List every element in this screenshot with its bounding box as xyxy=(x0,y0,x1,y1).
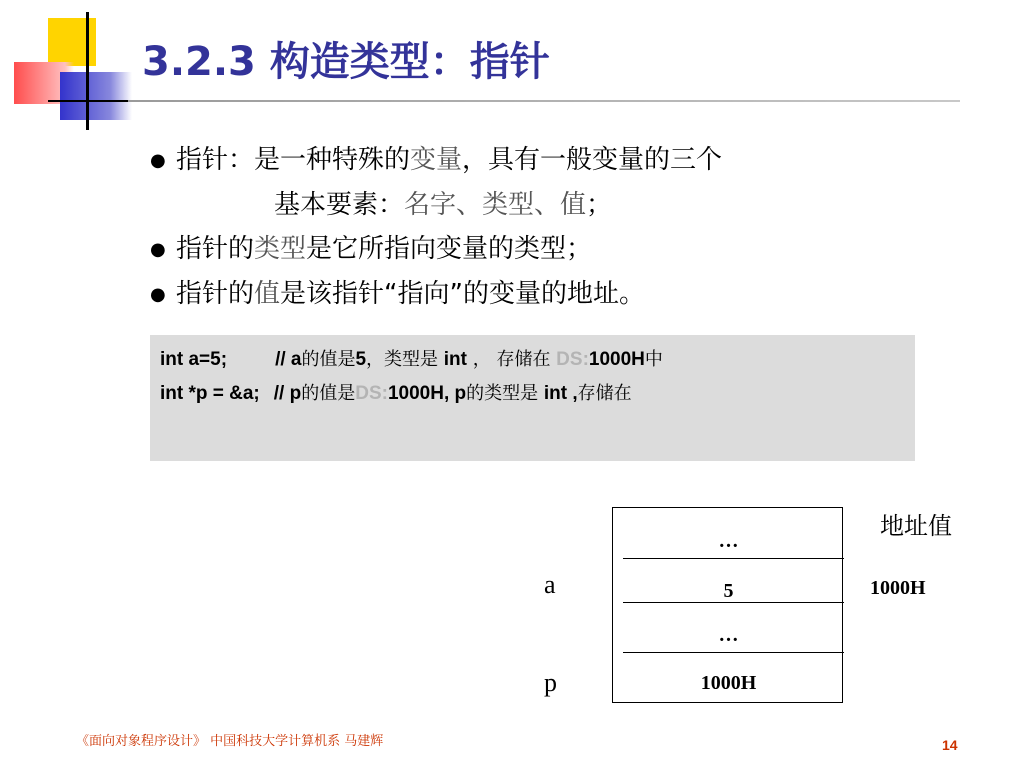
bullet-dot-icon: ● xyxy=(150,284,166,305)
bullet-text: 是该指针“指向”的变量的地址。 xyxy=(280,279,645,309)
code-box xyxy=(150,335,915,461)
code-comment-text: ， 存储在 xyxy=(467,349,557,370)
address-header: 地址值 xyxy=(880,512,952,540)
code-comment: // a xyxy=(275,349,302,370)
memory-divider xyxy=(623,652,844,653)
code-comment-text: ，类型是 xyxy=(366,349,444,370)
bullet-item-pointer-type xyxy=(150,227,950,272)
bullet-text-highlight: 变量 xyxy=(410,145,463,175)
decor-blue-square xyxy=(60,72,132,120)
page-number: 14 xyxy=(942,737,958,753)
bullet-text: ； xyxy=(586,190,613,220)
code-comment-text: 的类型是 xyxy=(466,383,544,404)
bullet-text: ，具有一般变量的三个 xyxy=(462,145,723,175)
code-segment: DS: xyxy=(355,383,388,404)
code-comment-text: 的值是 xyxy=(301,383,356,404)
bullet-list xyxy=(150,138,950,317)
memory-diagram xyxy=(612,507,843,703)
slide-title: 3.2.3 构造类型：指针 xyxy=(142,39,550,85)
code-value: 5 xyxy=(355,349,367,370)
code-comment-text: 的值是 xyxy=(301,349,356,370)
code-type: int xyxy=(443,349,467,370)
title-underline xyxy=(48,100,960,102)
bullet-item-pointer-definition xyxy=(150,138,950,183)
memory-divider xyxy=(623,558,844,559)
variable-label-p: p xyxy=(544,668,557,697)
memory-cell-a: 5 xyxy=(723,580,734,602)
code-comment: // p xyxy=(273,383,302,404)
code-statement: int a=5; xyxy=(160,349,228,370)
code-type: int , xyxy=(543,383,578,404)
bullet-text: 是它所指向变量的类型； xyxy=(306,234,593,264)
code-segment: DS: xyxy=(556,349,589,370)
code-line-1 xyxy=(160,345,663,371)
bullet-text-highlight: 名字、类型、值 xyxy=(404,190,587,220)
code-comment-text: 存储在 xyxy=(577,383,632,404)
bullet-dot-icon: ● xyxy=(150,239,166,260)
bullet-text-highlight: 类型 xyxy=(254,234,307,264)
address-value-a: 1000H xyxy=(870,577,926,599)
bullet-text-highlight: 值 xyxy=(254,279,281,309)
code-comment-text: 中 xyxy=(644,349,663,370)
bullet-text: 指针的 xyxy=(176,279,255,309)
footer-text: 《面向对象程序设计》 中国科技大学计算机系 马建辉 xyxy=(76,734,384,749)
decor-vertical-line xyxy=(86,12,89,130)
bullet-item-pointer-value xyxy=(150,272,950,317)
bullet-text: 基本要素： xyxy=(274,190,405,220)
code-address: 1000H xyxy=(588,349,645,370)
code-line-2 xyxy=(160,379,632,405)
memory-cell: … xyxy=(718,624,739,646)
bullet-text: 指针：是一种特殊的 xyxy=(176,145,411,175)
variable-label-a: a xyxy=(544,570,556,599)
bullet-item-continuation xyxy=(150,183,950,227)
memory-cell-p: 1000H xyxy=(700,672,757,694)
code-statement: int *p = &a; xyxy=(160,383,260,404)
bullet-dot-icon: ● xyxy=(150,150,166,171)
code-address: 1000H, p xyxy=(387,383,467,404)
bullet-text: 指针的 xyxy=(176,234,255,264)
memory-cell: … xyxy=(718,530,739,552)
